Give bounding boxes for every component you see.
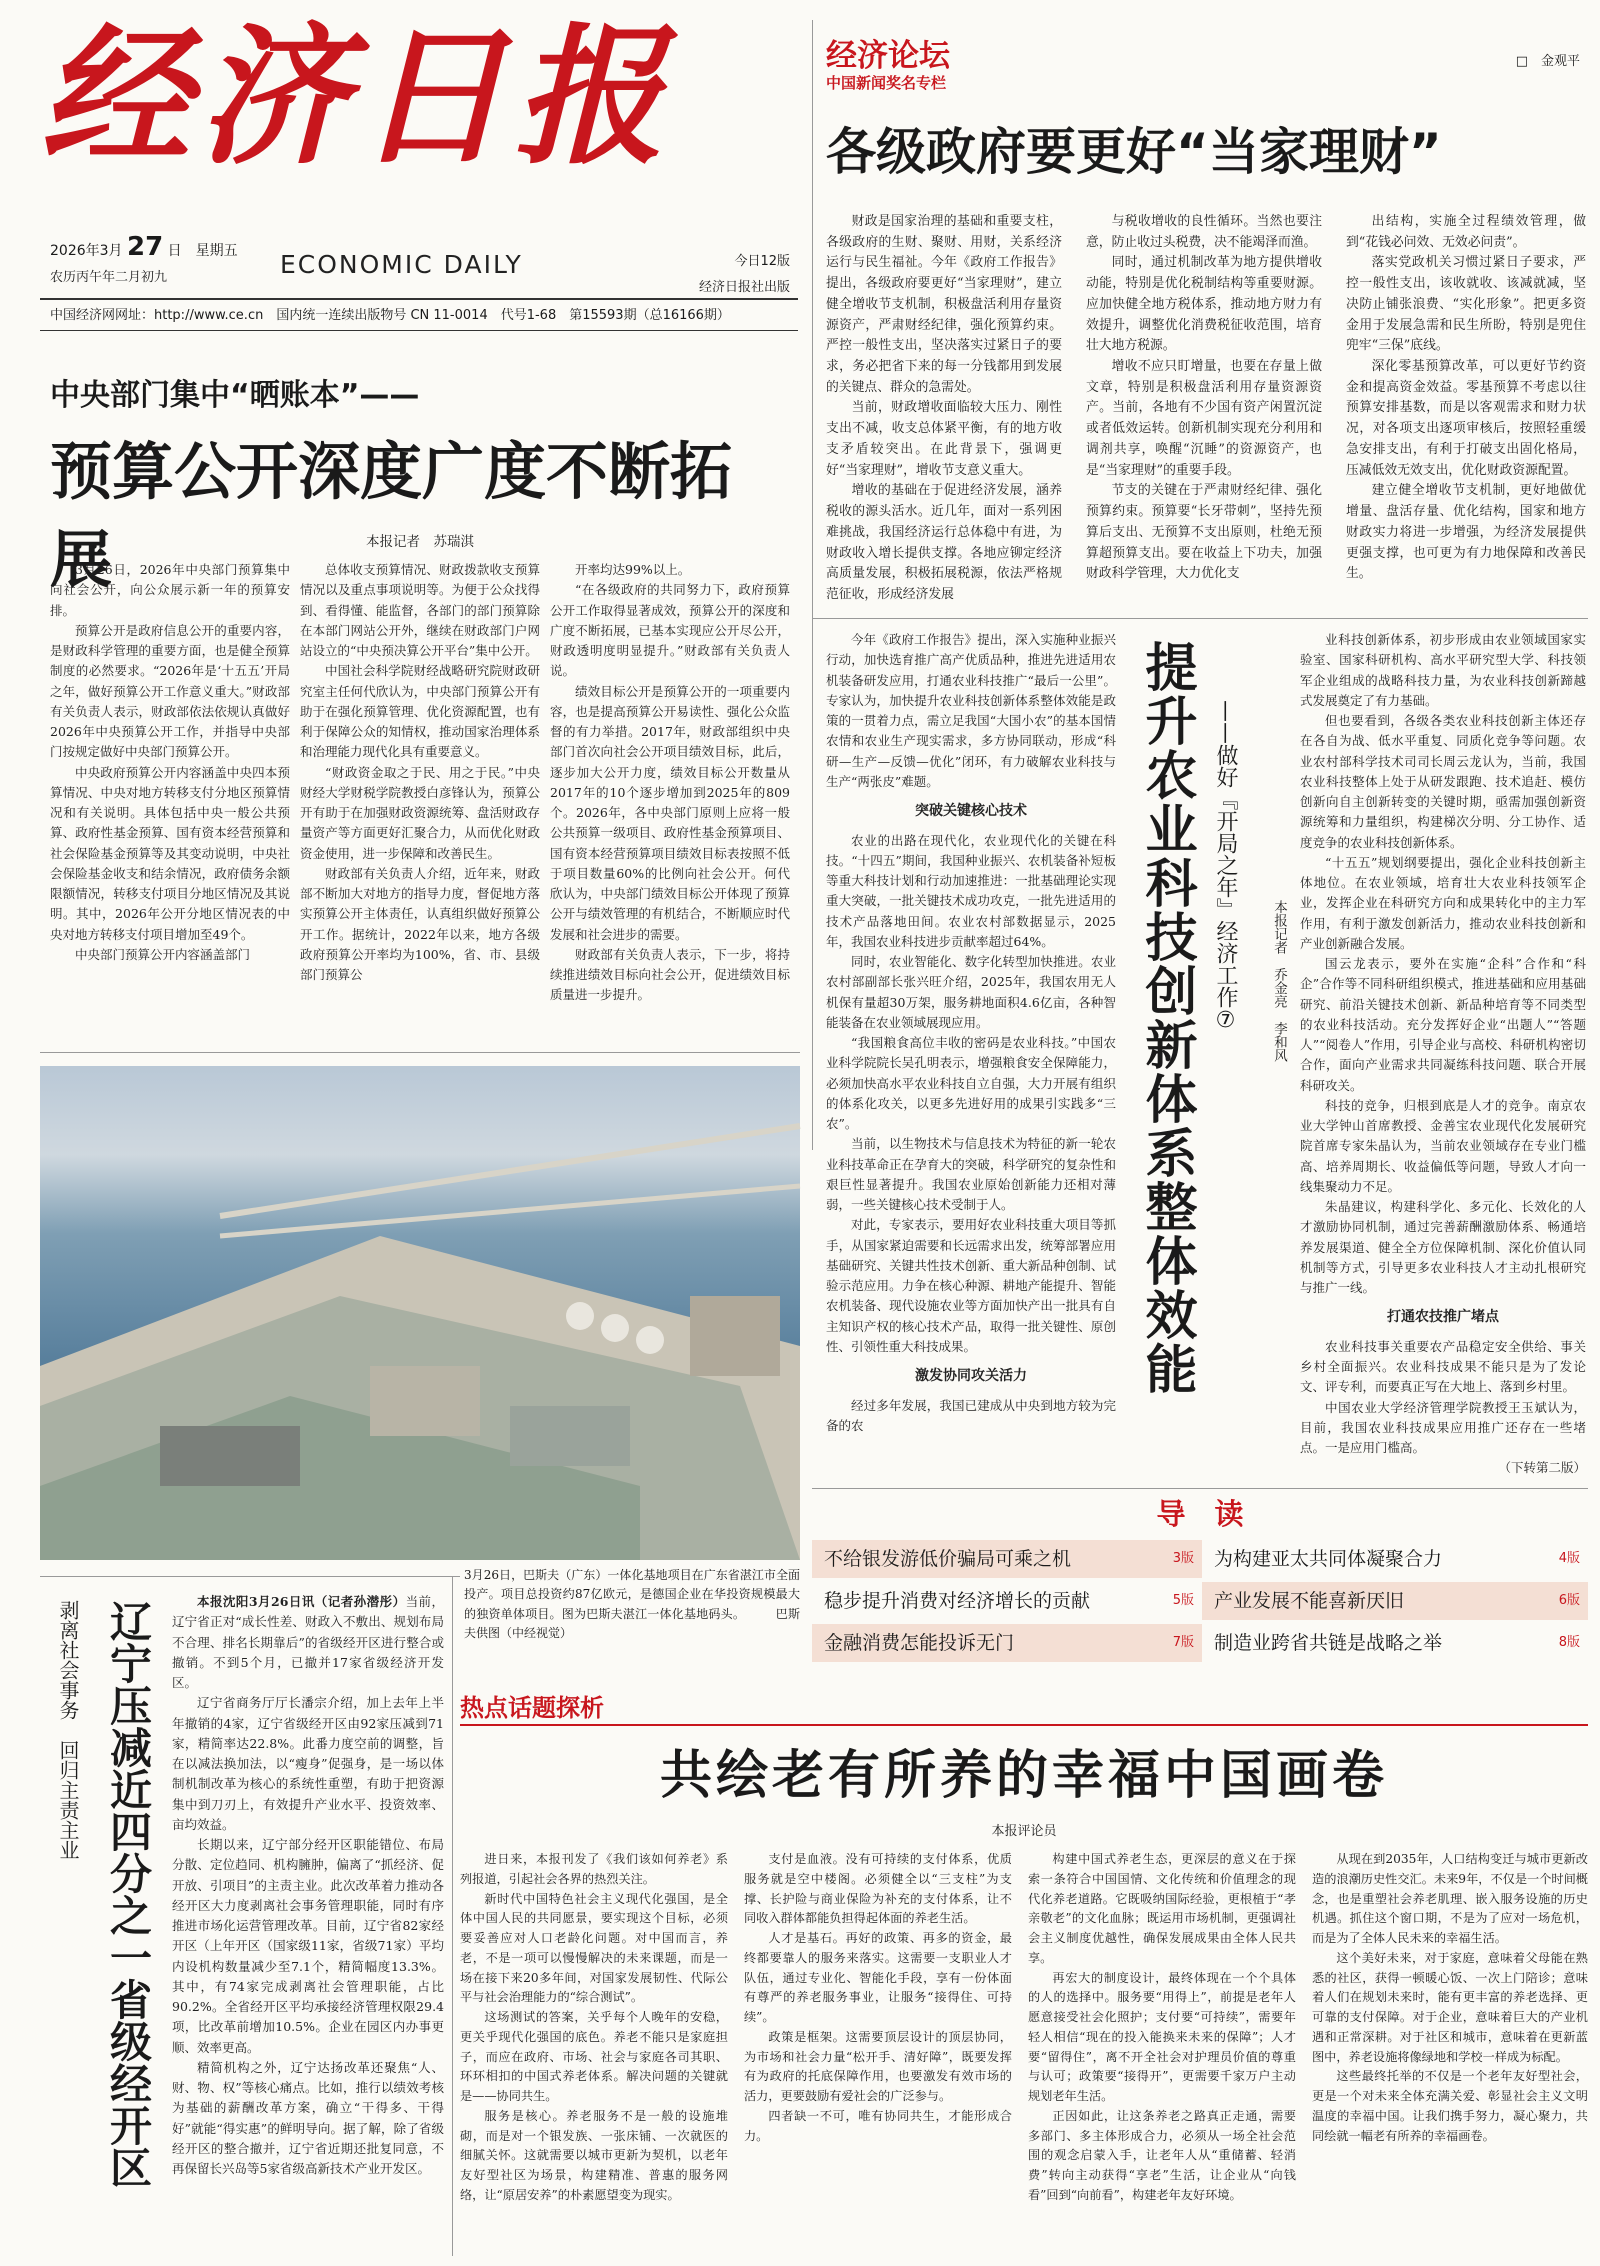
agri-paragraph: 同时，农业智能化、数字化转型加快推进。农业农村部副部长张兴旺介绍，2025年，我国农用无人机保有量超30万架，服务耕地面积4.6亿亩，各种智能装备在农业领域展现应用。 [826,954,1116,1030]
hot-paragraph: 构建中国式养老生态，更深层的意义在于探索一条符合中国国情、文化传统和价值理念的现代化养老道路。它既吸纳国际经验，更根植于“孝亲敬老”的文化血脉；既运用市场机制，更强调社会主义制度优越性，确保发展成果由全体人民共享。 [1028,1852,1296,1965]
liaoning-lead: 本报沈阳3月26日讯（记者孙潜彤） [197,1594,406,1609]
liaoning-body [172,1592,444,2242]
port-photo [40,1066,800,1560]
budget-paragraph: 中央部门预算公开内容涵盖部门 [75,946,251,962]
forum-paragraph: 建立健全增收节支机制，更好地做优增量、盘活存量、优化结构，国家和地方财政实力将进一步增强，为经济发展提供更强支撑，也可更为有力地保障和改善民生。 [1346,483,1586,582]
agri-paragraph: 今年《政府工作报告》提出，深入实施种业振兴行动，加快选育推广高产优质品种，推进先进适用农机装备研发应用，打通农业科技推广“最后一公里”。专家认为，加快提升农业科技创新体系整体效能是政策的一贯着力点，需立足我国“大国小农”的基本国情农情和农业生产现实需求，多方协同联动，形成“科研—生产—反馈—优化”闭环，有力破解农业科技与生产“两张皮”难题。 [826,632,1116,789]
budget-byline: 本报记者 苏瑞淇 [366,534,474,550]
budget-paragraph: 绩效目标公开是预算公开的一项重要内容，也是提高预算公开易读性、强化公众监督的有力举措。2017年，财政部组织中央部门首次向社会公开项目绩效目标，此后，逐步加大公开力度，绩效目标公开数量从2017年的10个逐步增加到2025年的809个。2026年，各中央部门原则上应将一般公共预算一级项目、政府性基金预算项目、国有资本经营预算项目绩效目标表按照不低于项目数量60%的比例向社会公开。何代欣认为，中央部门绩效目标公开体现了预算公开与绩效管理的有机结合，不断顺应时代发展和社会进步的需要。 [550,683,790,942]
hot-col-2 [744,1850,1012,2260]
budget-paragraph: 总体收支预算情况、财政拨款收支预算情况以及重点事项说明等。为便于公众找得到、看得懂、能监督，各部门的部门预算除在本部门网站公开外，继续在财政部门户网站设立的“中央预决算公开平台”集中公开。 [300,562,540,658]
guide-item[interactable]: 产业发展不能喜新厌旧 6版 [1202,1582,1588,1620]
hot-col-3 [1028,1850,1296,2260]
agri-paragraph: 国云龙表示，要外在实施“企科”合作和“科企”合作等不同科研组织模式，推进基础和应用基础研究、前沿关键技术创新、新品种培育等不同类型的农业科技活动。充分发挥好企业“出题人”“答题人”“阅卷人”作用，引导企业与高校、科研机构密切合作，面向产业需求共同凝练科技问题、联合开展科研攻关。 [1300,956,1586,1093]
forum-paragraph: 增收不应只盯增量，也要在存量上做文章，特别是积极盘活利用存量资源资产。当前，各地有不少国有资产闲置沉淀或者低效运转。创新机制实现充分利用和调剂共享，唤醒“沉睡”的资源资产，也是“当家理财”的重要手段。 [1086,359,1322,478]
budget-paragraph: “财政资金取之于民、用之于民。”中央财经大学财税学院教授白彦锋认为，预算公开有助于在加强财政资源统筹、盘活财政存量资产等方面更好汇聚合力，从而优化财政资金使用，进一步保障和改善民生。 [300,764,540,861]
agri-paragraph: 经过多年发展，我国已建成从中央到地方较为完备的农 [826,1397,1116,1434]
agri-paragraph: 中国农业大学经济管理学院教授王玉斌认为，目前，我国农业科技成果应用推广还存在一些堵点。一是应用门槛高。 [1300,1399,1586,1456]
port-photo-illustration [40,1066,800,1560]
publication-info: 中国经济网网址：http://www.ce.cn 国内统一连续出版物号 CN 11-0014 代号1-68 第15593期（总16166期） [50,308,730,323]
liaoning-paragraph: 精简机构之外，辽宁达扬改革还聚焦“人、财、物、权”等核心痛点。比如，推行以绩效考核为基础的薪酬改革方案，确立“干得多、干得好”就能“得实惠”的鲜明导向。据了解，除了省级经开区的整合撤并，辽宁省近期还批复同意，不再保留长兴岛等5家省级高新技术产业开发区。 [172,2059,444,2176]
english-title: ECONOMIC DAILY [280,250,523,279]
agri-paragraph: 业科技创新体系，初步形成由农业领域国家实验室、国家科研机构、高水平研究型大学、科技领军企业组成的战略科技力量，为农业科技创新蹄越式发展奠定了有力基础。 [1300,632,1586,708]
hot-paragraph: 这场测试的答案，关乎每个人晚年的安稳，更关乎现代化强国的底色。养老不能只是家庭担子，而应在政府、市场、社会与家庭各司其职、环环相扣的中国式养老体系。解决问题的关键就是——协同共生。 [460,2010,728,2104]
hot-paragraph: 正因如此，让这条养老之路真正走通，需要多部门、多主体形成合力，必须从一场全社会范围的观念启蒙入手，让老年人从“重储蓄、轻消费”转向主动获得“享老”生活，让企业从“向钱看”回到“向前看”，构建老年友好环境。 [1028,2108,1296,2203]
forum-sublabel: 中国新闻奖名专栏 [826,74,947,92]
agri-paragraph: 但也要看到，各级各类农业科技创新主体还存在各自为战、低水平重复、同质化竞争等问题。农业农村部科学技术司司长周云龙认为，当前，我国农业科技整体上处于从研发跟跑、技术追赶、模仿创新向自主创新转变的关键时期，亟需加强创新资源统筹和力量组织，构建梯次分明、分工协作、适度竞争的农业科技创新体系。 [1300,713,1586,850]
hot-paragraph: 再宏大的制度设计，最终体现在一个个具体的人的选择中。服务要“用得上”，前提是老年人愿意接受社会化照护；支付要“可持续”，需要年轻人相信“现在的投入能换来未来的保障”；人才要“留得住”，离不开全社会对护理员价值的尊重与认可；政策要“接得开”，更需要千家万户主动规划老年生活。 [1028,1970,1296,2104]
budget-kicker: 中央部门集中“晒账本”—— [50,378,420,413]
agri-col-1 [826,630,1116,1460]
hot-paragraph: 人才是基石。再好的政策、再多的资金，最终都要靠人的服务来落实。这需要一支职业人才队伍，通过专业化、智能化手段，享有一份体面有尊严的养老服务事业，让服务“接得住、可持续”。 [744,1931,1012,2025]
liaoning-subhead: 剥离社会事务 回归主责主业 [56,1600,80,1860]
forum-paragraph: 同时，通过机制改革为地方提供增收动能，特别是优化税制结构等重要财源。应加快健全地方税体系，推动地方财力有效提升，调整优化消费税征收范围，培育壮大地方税源。 [1086,255,1322,354]
agri-subheading: 突破关键核心技术 [915,803,1027,819]
guide-title: 导 读 [1156,1497,1244,1531]
hot-label: 热点话题探析 [460,1694,604,1722]
hot-paragraph: 进日来，本报刊发了《我们该如何养老》系列报道，引起社会各界的热烈关注。 [460,1852,728,1886]
guide-item[interactable]: 为构建亚太共同体凝聚合力 4版 [1214,1548,1580,1570]
date-day: 27 [127,232,164,262]
budget-paragraph: 中央政府预算公开内容涵盖中央四本预算情况、中央对地方转移支付分地区预算情况和有关说明。具体包括中央一般公共预算、政府性基金预算、国有资本经营预算和社会保险基金预算等及其变动说明，中央社会保险基金收支和结余情况，政府债务余额限额情况，转移支付项目分地区情况及其说明。其中，2026年公开分地区情况表的中央对地方转移支付项目增加至49个。 [50,764,290,942]
hot-paragraph: 这些最终托举的不仅是一个老年友好型社会，更是一个对未来全体充满关爱、彰显社会主义文明温度的幸福中国。让我们携手努力，凝心聚力，共同绘就一幅老有所养的幸福画卷。 [1312,2069,1588,2143]
budget-paragraph: 预算公开是政府信息公开的重要内容，是财政科学管理的重要方面，也是健全预算制度的必然要求。“2026年是‘十五五’开局之年，做好预算公开工作意义重大。”财政部有关负责人表示，财政部依法依规认真做好2026年中央预算公开工作，并指导中央部门按规定做好中央部门预算公开。 [50,622,290,760]
forum-col-1 [826,212,1062,630]
hot-col-4 [1312,1850,1588,2260]
newspaper-logo: 经济日报 [40,9,673,185]
hot-paragraph: 新时代中国特色社会主义现代化强国，是全体中国人民的共同愿景，要实现这个目标，必须要妥善应对人口老龄化问题。对中国而言，养老，不是一项可以慢慢解决的未来课题，而是一场在接下来20多年间，对国家发展韧性、代际公平与社会治理能力的“综合测试”。 [460,1891,728,2005]
hot-paragraph: 服务是核心。养老服务不是一般的设施堆砌，而是对一个银发族、一张床铺、一次就医的细腻关怀。这就需要以城市更新为契机，以老年友好型社区为场景，构建精准、普惠的服务网络，让“原居安养”的朴素愿望变为现实。 [460,2108,728,2203]
masthead-date-block [50,232,280,286]
forum-col-2 [1086,212,1322,630]
budget-paragraph: 中国社会科学院财经战略研究院财政研究室主任何代欣认为，中央部门预算公开有助于在强化预算管理、优化资源配置，也有利于保障公众的知情权，推动国家治理体系和治理能力现代化具有重要意义。 [300,663,540,760]
forum-paragraph: 出结构，实施全过程绩效管理，做到“花钱必问效、无效必问责”。 [1346,214,1586,250]
forum-paragraph: 深化零基预算改革，可以更好节约资金和提高资金效益。零基预算不考虑以往预算安排基数，而是以客观需求和财力状况，对各项支出逐项审核后，按照轻重缓急安排支出，有利于打破支出固化格局，压减低效无效支出，优化财政资源配置。 [1346,359,1586,478]
publisher: 经济日报社出版 [698,280,790,295]
continued-note: （下转第二版） [1498,1460,1586,1476]
liaoning-paragraph: 辽宁省商务厅厅长潘宗介绍，加上去年上半年撤销的4家，辽宁省级经开区由92家压减到71家，精简率达22.8%。此番力度空前的调整，旨在以减法换加法，以“瘦身”促强身，是一场以体制机制改革为核心的系统性重塑，有助于把资源集中到刀刃上，有效提升产业水平、投资效率、亩均效益。 [172,1695,444,1832]
agri-paragraph: 农业科技事关重要农产品稳定安全供给、事关乡村全面振兴。农业科技成果不能只是为了发论文、评专利，而要真正写在大地上、落到乡村里。 [1300,1338,1586,1395]
budget-paragraph: 财政部有关负责人表示，下一步，将持续推进绩效目标向社会公开，促进绩效目标质量进一步提升。 [550,946,790,1003]
masthead-logo [40,10,800,185]
hot-paragraph: 这个美好未来，对于家庭，意味着父母能在熟悉的社区，获得一顿暖心饭、一次上门陪诊；意味着人们在规划未来时，能有更丰富的养老选择、更可靠的支付保障。对于企业，意味着巨大的产业机遇和正常深耕。对于社区和城市，意味着在更新蓝图中，养老设施将像绿地和学校一样成为标配。 [1312,1950,1588,2064]
budget-paragraph: “在各级政府的共同努力下，政府预算公开工作取得显著成效，预算公开的深度和广度不断拓展，已基本实现应公开尽公开，财政透明度明显提升。”财政部有关负责人说。 [550,582,790,679]
date-prefix: 2026年3月 [50,243,123,259]
budget-col-3 [550,560,790,1040]
agri-subheading: 激发协同攻关活力 [915,1368,1027,1385]
forum-paragraph: 增收的基础在于促进经济发展，涵养税收的源头活水。近几年，面对一系列困难挑战，我国经济运行总体稳中有进，为财政收入增长提供支撑。各地应铆定经济高质量发展，积极拓展税源，依法严格规范征收，形成经济发展 [826,483,1062,602]
liaoning-headline: 辽宁压减近四分之一省级经开区 [104,1600,153,2188]
hot-byline: 本报评论员 [991,1824,1057,1839]
forum-paragraph: 落实党政机关习惯过紧日子要求，严控一般性支出，该收就收、该减就减，坚决防止铺张浪费、“实化形象”。把更多资金用于发展急需和民生所盼，特别是兜住兜牢“三保”底线。 [1346,255,1586,354]
agri-subhead: ——做好『开局之年』经济工作⑦ [1213,700,1238,1033]
forum-col-3 [1346,212,1586,630]
guide-list [812,1540,1588,1666]
agri-paragraph: 对此，专家表示，要用好农业科技重大项目等抓手，从国家紧迫需要和长远需求出发，统筹部署应用基础研究、关键共性技术创新、重大新品种创制、试验示范应用。力争在核心种源、耕地产能提升、智能农机装备、现代设施农业等方面加快产出一批具有自主知识产权的核心技术产品，取得一批关键性、原创性、引领性重大科技成果。 [826,1217,1116,1354]
agri-col-2 [1300,630,1586,1498]
forum-paragraph: 节支的关键在于严肃财经纪律、强化预算约束。预算要“长牙带刺”，坚持先预算后支出、无预算不支出原则，杜绝无预算超预算支出。要在收益上下功夫，加强财政科学管理，大力优化支 [1086,483,1322,582]
agri-headline: 提升农业科技创新体系整体效能 [1136,640,1196,1396]
agri-paragraph: 科技的竞争，归根到底是人才的竞争。南京农业大学钟山首席教授、金善宝农业现代化发展研究院首席专家朱晶认为，当前农业领域存在专业门槛高、培养周期长、收益偏低等问题，导致人才向一线集聚动力不足。 [1300,1097,1586,1194]
budget-paragraph: 3月26日，2026年中央部门预算集中向社会公开，向公众展示新一年的预算安排。 [50,562,290,618]
agri-byline: 本报记者 乔金亮 李和风 [1271,900,1287,1062]
agri-paragraph: “我国粮食高位丰收的密码是农业科技。”中国农业科学院院长吴孔明表示，增强粮食安全保障能力，必须加快高水平农业科技自立自强，大力开展有组织的体系化攻关，以更多先进好用的成果引实践多“三农”。 [826,1035,1116,1132]
forum-author: □ 金观平 [1515,54,1580,69]
agri-paragraph: “十五五”规划纲要提出，强化企业科技创新主体地位。在农业领域，培育壮大农业科技领军企业，发挥企业在科研究方向和成果转化中的主力军作用，有利于激发创新活力，推动农业科技创新和产业创新融合发展。 [1300,854,1586,951]
guide-item[interactable]: 制造业跨省共链是战略之举 8版 [1214,1632,1580,1654]
agri-paragraph: 朱晶建议，构建科学化、多元化、长效化的人才激励协同机制，通过完善薪酬激励体系、畅通培养发展渠道、健全全方位保障机制、深化价值认同机制等方式，引导更多农业科技人才主动扎根研究与推广一线。 [1300,1199,1586,1295]
hot-paragraph: 支付是血液。没有可持续的支付体系，优质服务就是空中楼阁。必须健全以“三支柱”为支撑、长护险与商业保险为补充的支付体系，让不同收入群体都能负担得起体面的养老生活。 [744,1852,1012,1926]
hot-paragraph: 政策是框架。这需要顶层设计的顶层协同，为市场和社会力量“松开手、清好障”，既要发挥有为政府的托底保障作用，也要激发有效市场的活力，更要鼓励有爱社会的广泛参与。 [744,2029,1012,2104]
liaoning-paragraph: 长期以来，辽宁部分经开区职能错位、布局分散、定位趋同、机构臃肿，偏离了“抓经济、促开放、引项目”的主责主业。此次改革着力推动各经开区大力度剥离社会事务管理职能，同时有序推进市场化运营管理改革。目前，辽宁省82家经开区（上年开区（国家级11家，省级71家）平均内设机构数量减少至7.1个，精简幅度13.3%。其中，有74家完成剥离社会管理职能，占比90.2%。全省经开区平均承接经济管理权限29.4项，比改革前增加10.5%。企业在园区内办事更顺、效率更高。 [172,1837,444,2055]
hot-paragraph: 四者缺一不可，唯有协同共生，才能形成合力。 [744,2108,1012,2143]
guide-item[interactable]: 不给银发游低价骗局可乘之机 3版 [812,1540,1202,1578]
guide-item[interactable]: 金融消费怎能投诉无门 7版 [812,1624,1202,1662]
hot-paragraph: 从现在到2035年，人口结构变迁与城市更新改造的浪潮历史性交汇。未来9年，不仅是一个时间概念，也是重塑社会养老肌理、嵌入服务设施的历史机遇。抓住这个窗口期，不是为了应对一场危机，而是为了全体人民未来的幸福生活。 [1312,1852,1588,1946]
budget-paragraph: 财政部有关负责人介绍，近年来，财政部不断加大对地方的指导力度，督促地方落实预算公开主体责任，认真组织做好预算公开工作。据统计，2022年以来，地方各级政府预算公开率均为100%，省、市、县级部门预算公 [300,865,540,982]
forum-paragraph: 与税收增收的良性循环。当然也要注意，防止收过头税费，决不能竭泽而渔。 [1086,214,1322,250]
forum-paragraph: 财政是国家治理的基础和重要支柱，各级政府的生财、聚财、用财，关系经济运行与民生福祉。今年《政府工作报告》提出，各级政府要更好“当家理财”，建立健全增收节支机制，积极盘活利用存量资源资产，严肃财经纪律，强化预算约束。严控一般性支出，坚决落实过紧日子的要求，务必把省下来的每一分钱都用到发展的关键点、群众的急需处。 [826,214,1062,395]
agri-paragraph: 农业的出路在现代化，农业现代化的关键在科技。“十四五”期间，我国种业振兴、农机装备补短板等重大科技计划和行动加速推进：一批基础理论实现重大突破，一批关键技术成功攻克，一批先进适用的技术产品落地田间。农业农村部数据显示，2025年，我国农业科技进步贡献率超过64%。 [826,832,1116,949]
lunar-date: 农历丙午年二月初九 [50,270,168,285]
forum-label: 经济论坛 [826,38,950,74]
liaoning-paragraph: 本报沈阳3月26日讯（记者孙潜彤）当前，辽宁省正对“成长性差、财政入不敷出、规划布局不合理、排名长期靠后”的省级经开区进行整合或撤销。不到5个月，已撤并17家省级经济开发区。 [172,1594,444,1690]
hot-col-1 [460,1850,728,2260]
hot-headline: 共绘老有所养的幸福中国画卷 [659,1746,1388,1806]
budget-col-1 [50,560,290,1040]
agri-paragraph: 当前，以生物技术与信息技术为特征的新一轮农业科技革命正在孕育大的突破，科学研究的复杂性和艰巨性显著提升。我国农业原始创新能力还相对薄弱，一些关键核心技术受制于人。 [826,1136,1116,1213]
budget-col-2 [300,560,540,1040]
photo-caption: 3月26日，巴斯夫（广东）一体化基地项目在广东省湛江市全面投产。项目总投资约87亿欧元，是德国企业在华投资规模最大的独资单体项目。图为巴斯夫湛江一体化基地码头。 巴斯夫供图（中经视觉） [464,1568,800,1641]
page-count: 今日12版 [734,254,790,269]
budget-paragraph: 开率均达99%以上。 [575,562,691,577]
date-suffix: 日 星期五 [167,243,238,259]
forum-title: 各级政府要更好“当家理财” [826,123,1442,181]
forum-paragraph: 当前，财政增收面临较大压力、刚性支出不减，收支总体紧平衡，有的地方收支矛盾较突出。在此背景下，强调更好“当家理财”，增收节支意义重大。 [826,400,1062,478]
guide-item[interactable]: 稳步提升消费对经济增长的贡献 5版 [824,1590,1194,1612]
agri-subheading: 打通农技推广堵点 [1387,1309,1499,1326]
budget-headline: 预算公开深度广度不断拓展 [50,435,733,596]
